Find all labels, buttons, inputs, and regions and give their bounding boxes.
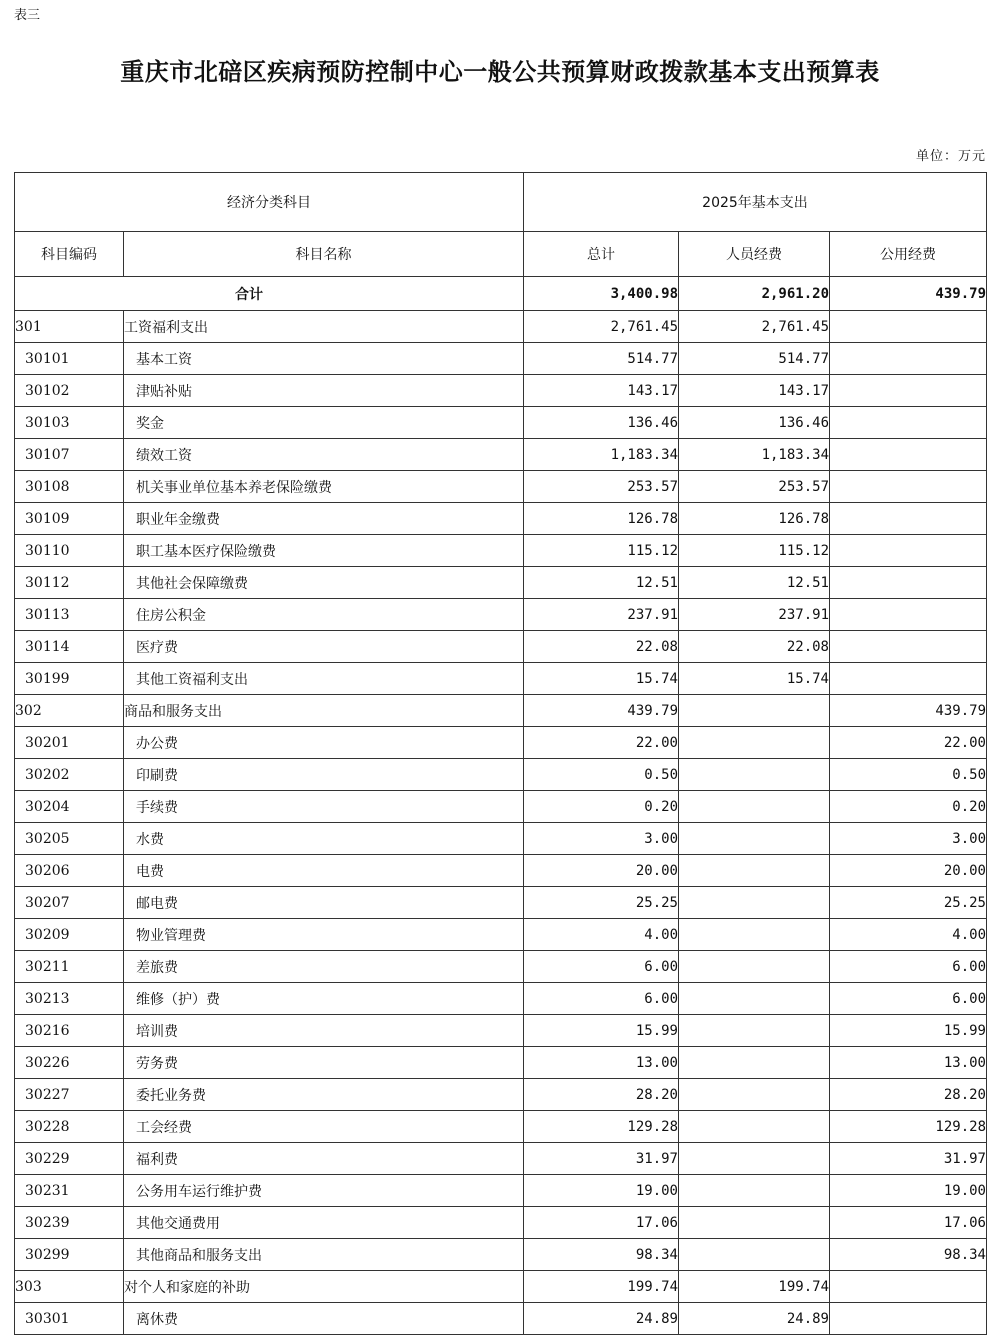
row-name: 工会经费 [124, 1111, 524, 1143]
row-code: 30205 [15, 823, 124, 855]
row-total: 143.17 [524, 375, 679, 407]
row-personnel [679, 1079, 830, 1111]
row-total: 2,761.45 [524, 311, 679, 343]
row-public: 15.99 [830, 1015, 987, 1047]
row-name: 其他工资福利支出 [124, 663, 524, 695]
row-public: 31.97 [830, 1143, 987, 1175]
row-code: 30213 [15, 983, 124, 1015]
row-name: 其他交通费用 [124, 1207, 524, 1239]
row-total: 17.06 [524, 1207, 679, 1239]
row-personnel: 126.78 [679, 503, 830, 535]
row-name: 培训费 [124, 1015, 524, 1047]
row-code: 30201 [15, 727, 124, 759]
row-public [830, 1303, 987, 1335]
row-total: 136.46 [524, 407, 679, 439]
row-personnel [679, 1143, 830, 1175]
row-code: 30199 [15, 663, 124, 695]
row-code: 30209 [15, 919, 124, 951]
header-row-1 [15, 173, 987, 232]
row-total: 0.50 [524, 759, 679, 791]
table-row [15, 1271, 987, 1303]
table-row [15, 695, 987, 727]
table-row [15, 887, 987, 919]
row-code: 30216 [15, 1015, 124, 1047]
row-name: 手续费 [124, 791, 524, 823]
table-row [15, 439, 987, 471]
table-row [15, 567, 987, 599]
row-name: 其他商品和服务支出 [124, 1239, 524, 1271]
row-code: 30204 [15, 791, 124, 823]
row-personnel: 22.08 [679, 631, 830, 663]
table-row [15, 1143, 987, 1175]
row-public: 129.28 [830, 1111, 987, 1143]
row-total: 199.74 [524, 1271, 679, 1303]
row-total: 15.74 [524, 663, 679, 695]
table-row [15, 407, 987, 439]
row-public [830, 343, 987, 375]
row-total: 126.78 [524, 503, 679, 535]
row-total: 98.34 [524, 1239, 679, 1271]
row-code: 30207 [15, 887, 124, 919]
row-name: 对个人和家庭的补助 [124, 1271, 524, 1303]
row-name: 住房公积金 [124, 599, 524, 631]
total-label: 合计 [15, 277, 524, 311]
row-public: 4.00 [830, 919, 987, 951]
row-name: 医疗费 [124, 631, 524, 663]
row-total: 129.28 [524, 1111, 679, 1143]
row-name: 公务用车运行维护费 [124, 1175, 524, 1207]
row-personnel [679, 695, 830, 727]
table-row [15, 951, 987, 983]
row-name: 绩效工资 [124, 439, 524, 471]
row-personnel: 199.74 [679, 1271, 830, 1303]
row-name: 机关事业单位基本养老保险缴费 [124, 471, 524, 503]
row-total: 6.00 [524, 951, 679, 983]
table-row [15, 663, 987, 695]
row-public: 19.00 [830, 1175, 987, 1207]
row-total: 12.51 [524, 567, 679, 599]
row-code: 30103 [15, 407, 124, 439]
row-personnel [679, 1239, 830, 1271]
table-row [15, 919, 987, 951]
row-personnel [679, 1207, 830, 1239]
row-code: 30206 [15, 855, 124, 887]
row-public: 20.00 [830, 855, 987, 887]
row-code: 302 [15, 695, 124, 727]
row-public: 0.20 [830, 791, 987, 823]
row-public: 6.00 [830, 951, 987, 983]
row-total: 115.12 [524, 535, 679, 567]
row-total: 3.00 [524, 823, 679, 855]
row-personnel [679, 1175, 830, 1207]
row-code: 30239 [15, 1207, 124, 1239]
header-basic-expenditure: 2025年基本支出 [524, 173, 987, 232]
row-code: 30109 [15, 503, 124, 535]
row-public [830, 407, 987, 439]
budget-table [14, 172, 987, 1335]
header-total: 总计 [524, 232, 679, 277]
row-total: 19.00 [524, 1175, 679, 1207]
table-row [15, 343, 987, 375]
row-public [830, 1271, 987, 1303]
row-public: 6.00 [830, 983, 987, 1015]
row-code: 303 [15, 1271, 124, 1303]
table-number: 表三 [14, 8, 41, 23]
header-econ-class: 经济分类科目 [15, 173, 524, 232]
row-code: 30113 [15, 599, 124, 631]
table-row [15, 1111, 987, 1143]
row-name: 邮电费 [124, 887, 524, 919]
row-name: 物业管理费 [124, 919, 524, 951]
row-total: 22.00 [524, 727, 679, 759]
table-row [15, 375, 987, 407]
row-name: 工资福利支出 [124, 311, 524, 343]
table-row [15, 631, 987, 663]
row-public: 28.20 [830, 1079, 987, 1111]
row-name: 委托业务费 [124, 1079, 524, 1111]
table-row [15, 1207, 987, 1239]
row-public: 22.00 [830, 727, 987, 759]
table-row [15, 1175, 987, 1207]
table-row [15, 983, 987, 1015]
row-code: 30112 [15, 567, 124, 599]
table-row [15, 1047, 987, 1079]
row-code: 30211 [15, 951, 124, 983]
row-public: 17.06 [830, 1207, 987, 1239]
unit-label: 单位：万元 [915, 149, 986, 164]
row-code: 30227 [15, 1079, 124, 1111]
row-code: 30108 [15, 471, 124, 503]
header-code: 科目编码 [15, 232, 124, 277]
header-row-2 [15, 232, 987, 277]
row-personnel: 237.91 [679, 599, 830, 631]
total-public: 439.79 [830, 277, 987, 311]
table-row [15, 759, 987, 791]
row-code: 30102 [15, 375, 124, 407]
row-code: 30229 [15, 1143, 124, 1175]
row-public: 25.25 [830, 887, 987, 919]
row-total: 0.20 [524, 791, 679, 823]
row-name: 电费 [124, 855, 524, 887]
table-row [15, 311, 987, 343]
row-personnel: 24.89 [679, 1303, 830, 1335]
row-total: 6.00 [524, 983, 679, 1015]
row-total: 25.25 [524, 887, 679, 919]
table-row [15, 1015, 987, 1047]
row-code: 30110 [15, 535, 124, 567]
row-total: 253.57 [524, 471, 679, 503]
row-code: 30299 [15, 1239, 124, 1271]
row-total: 514.77 [524, 343, 679, 375]
total-row [15, 277, 987, 311]
row-personnel [679, 919, 830, 951]
row-total: 28.20 [524, 1079, 679, 1111]
row-total: 31.97 [524, 1143, 679, 1175]
row-personnel: 1,183.34 [679, 439, 830, 471]
header-public: 公用经费 [830, 232, 987, 277]
row-public [830, 375, 987, 407]
header-personnel: 人员经费 [679, 232, 830, 277]
row-personnel: 143.17 [679, 375, 830, 407]
page-title: 重庆市北碚区疾病预防控制中心一般公共预算财政拨款基本支出预算表 [120, 57, 880, 86]
row-public: 3.00 [830, 823, 987, 855]
row-public [830, 471, 987, 503]
row-personnel: 15.74 [679, 663, 830, 695]
row-personnel: 253.57 [679, 471, 830, 503]
row-total: 15.99 [524, 1015, 679, 1047]
row-personnel: 115.12 [679, 535, 830, 567]
table-row [15, 791, 987, 823]
row-personnel [679, 759, 830, 791]
row-name: 职业年金缴费 [124, 503, 524, 535]
row-public [830, 599, 987, 631]
row-public [830, 535, 987, 567]
row-name: 职工基本医疗保险缴费 [124, 535, 524, 567]
row-code: 30101 [15, 343, 124, 375]
row-personnel [679, 855, 830, 887]
row-name: 其他社会保障缴费 [124, 567, 524, 599]
table-row [15, 1079, 987, 1111]
row-name: 办公费 [124, 727, 524, 759]
row-total: 22.08 [524, 631, 679, 663]
row-name: 商品和服务支出 [124, 695, 524, 727]
row-personnel [679, 1111, 830, 1143]
row-personnel [679, 1015, 830, 1047]
row-code: 301 [15, 311, 124, 343]
row-public [830, 663, 987, 695]
table-row [15, 823, 987, 855]
row-total: 20.00 [524, 855, 679, 887]
row-personnel [679, 887, 830, 919]
row-name: 基本工资 [124, 343, 524, 375]
row-personnel [679, 951, 830, 983]
row-personnel [679, 983, 830, 1015]
row-total: 439.79 [524, 695, 679, 727]
row-name: 劳务费 [124, 1047, 524, 1079]
row-code: 30228 [15, 1111, 124, 1143]
row-personnel [679, 791, 830, 823]
row-code: 30114 [15, 631, 124, 663]
row-personnel [679, 1047, 830, 1079]
table-row [15, 1239, 987, 1271]
row-public: 0.50 [830, 759, 987, 791]
row-name: 印刷费 [124, 759, 524, 791]
row-total: 1,183.34 [524, 439, 679, 471]
row-name: 福利费 [124, 1143, 524, 1175]
table-row [15, 535, 987, 567]
row-total: 24.89 [524, 1303, 679, 1335]
row-public [830, 567, 987, 599]
row-code: 30231 [15, 1175, 124, 1207]
total-total: 3,400.98 [524, 277, 679, 311]
row-code: 30226 [15, 1047, 124, 1079]
row-code: 30202 [15, 759, 124, 791]
row-total: 4.00 [524, 919, 679, 951]
row-name: 津贴补贴 [124, 375, 524, 407]
row-personnel: 136.46 [679, 407, 830, 439]
table-row [15, 503, 987, 535]
row-total: 237.91 [524, 599, 679, 631]
row-public [830, 503, 987, 535]
row-name: 奖金 [124, 407, 524, 439]
row-code: 30301 [15, 1303, 124, 1335]
row-personnel [679, 823, 830, 855]
table-row [15, 599, 987, 631]
row-public [830, 439, 987, 471]
row-public [830, 311, 987, 343]
row-personnel: 514.77 [679, 343, 830, 375]
row-name: 离休费 [124, 1303, 524, 1335]
row-name: 水费 [124, 823, 524, 855]
header-name: 科目名称 [124, 232, 524, 277]
total-personnel: 2,961.20 [679, 277, 830, 311]
row-public: 439.79 [830, 695, 987, 727]
row-name: 差旅费 [124, 951, 524, 983]
row-public [830, 631, 987, 663]
row-name: 维修（护）费 [124, 983, 524, 1015]
row-public: 98.34 [830, 1239, 987, 1271]
row-total: 13.00 [524, 1047, 679, 1079]
row-code: 30107 [15, 439, 124, 471]
table-row [15, 727, 987, 759]
table-row [15, 855, 987, 887]
row-public: 13.00 [830, 1047, 987, 1079]
table-row [15, 471, 987, 503]
row-personnel: 12.51 [679, 567, 830, 599]
table-row [15, 1303, 987, 1335]
row-personnel: 2,761.45 [679, 311, 830, 343]
row-personnel [679, 727, 830, 759]
